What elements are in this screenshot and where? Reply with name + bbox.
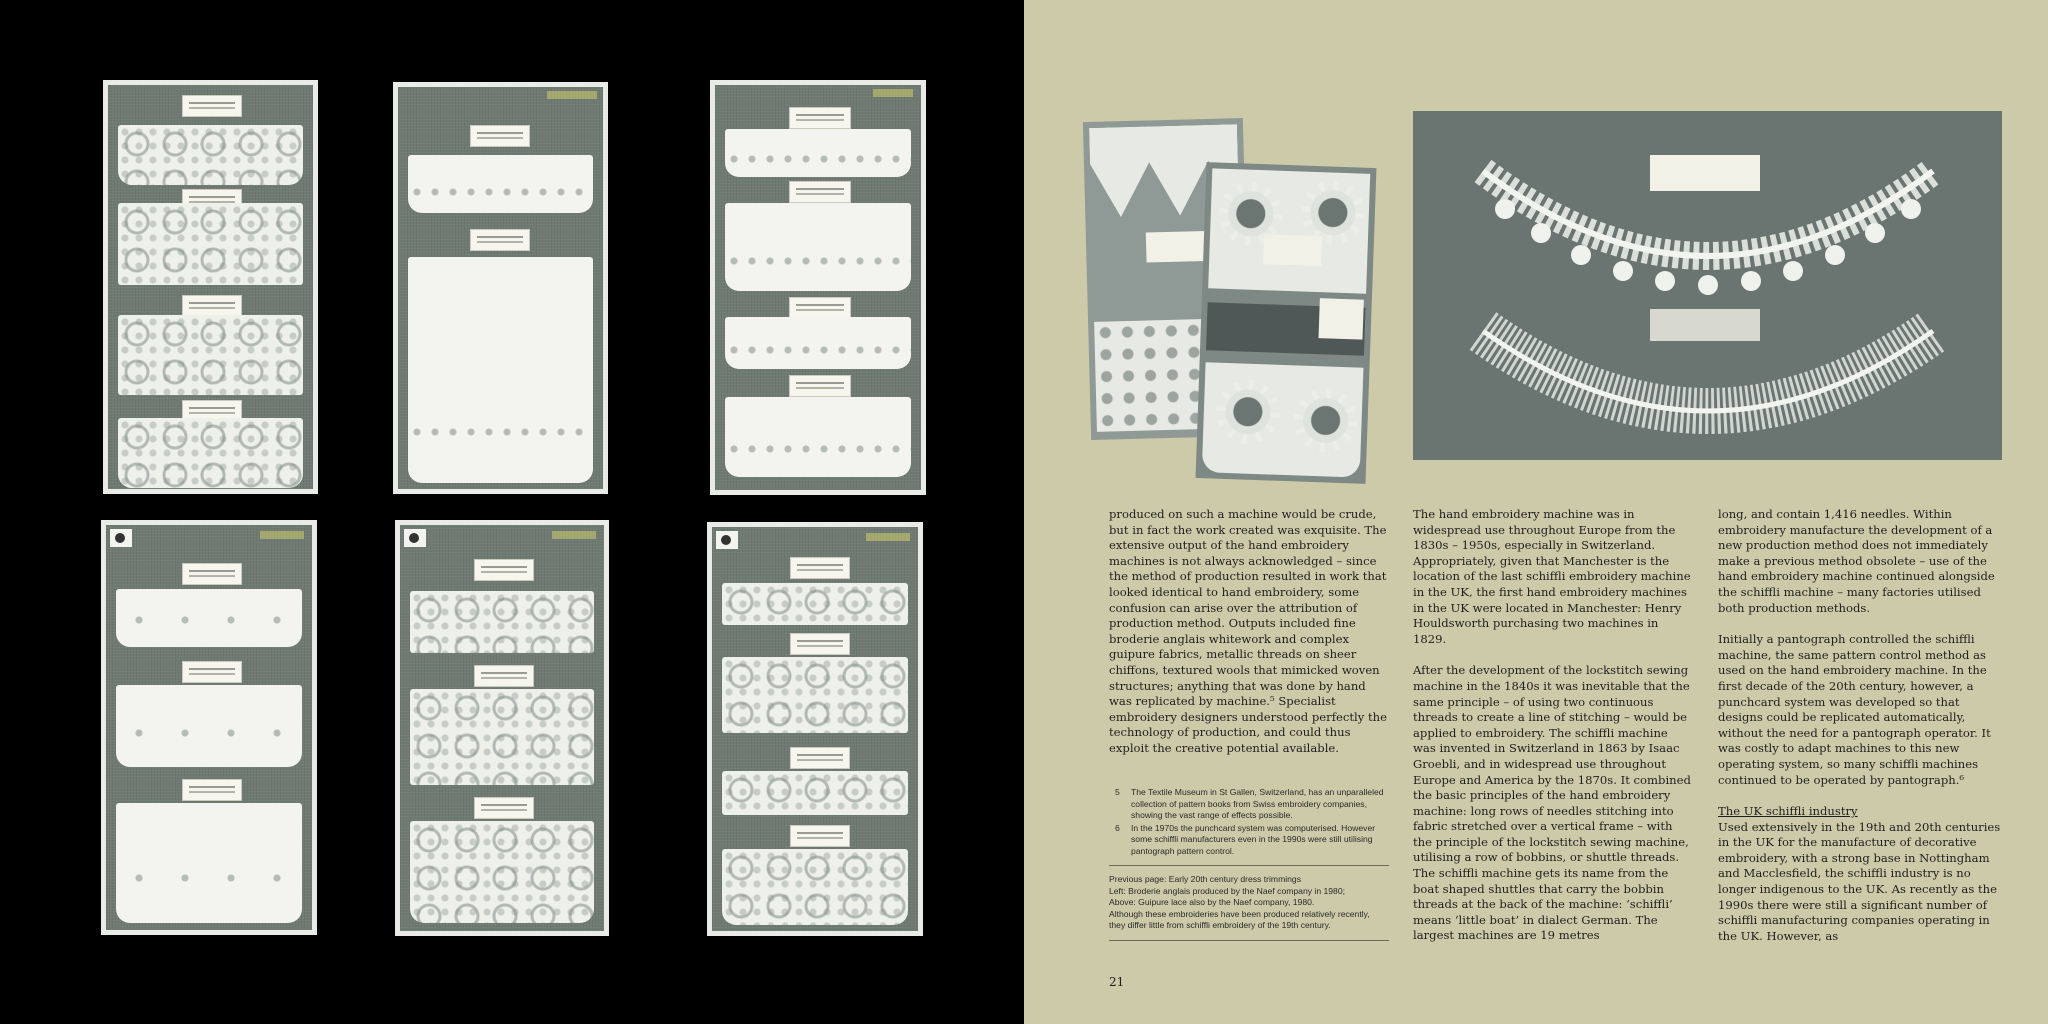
footnote-text: The Textile Museum in St Gallen, Switzerland, has an unparalleled collection of pattern books from Swiss embroidery companies, showing the vast range of effects possible. (1131, 787, 1384, 820)
text-column-2 (1413, 507, 1693, 960)
sample-label (470, 229, 530, 251)
footnote-text: In the 1970s the punchcard system was computerised. However some schiffli manufacturers even in the 1990s were still utilising pantograph pattern control. (1131, 822, 1376, 856)
body-paragraph: Initially a pantograph controlled the schiffli machine, the same pattern control method as used on the hand embroidery machine. In the first decade of the 20th century, however, a punchcard system was developed so that designs could be replicated automatically, without the need for a pantograph operator. It was costly to adapt machines to this new operating system, so many schiffli machines continued to be operated by pantograph.⁶ (1718, 632, 1991, 787)
image-caption (1109, 874, 1389, 932)
card-tag (873, 89, 913, 97)
footnotes-block (1109, 787, 1389, 949)
embroidery-strip (408, 155, 593, 213)
text-column-1 (1109, 507, 1389, 773)
footnote-6 (1109, 823, 1389, 858)
sample-card-5 (395, 520, 609, 936)
sample-label (474, 665, 534, 687)
caption-line: they differ little from schiffli embroidery of the 19th century. (1109, 920, 1331, 930)
caption-line: Previous page: Early 20th century dress trimmings (1109, 874, 1302, 884)
sample-label (790, 633, 850, 655)
corner-logo (110, 529, 132, 547)
page-number: 21 (1109, 975, 1125, 989)
embroidery-strip (116, 685, 302, 767)
card-tag (552, 531, 596, 539)
sample-label (182, 563, 242, 585)
guipure-collars-photo (1413, 111, 2002, 460)
embroidery-strip (118, 203, 303, 285)
sample-label (182, 661, 242, 683)
sample-label (790, 557, 850, 579)
embroidery-strip (410, 821, 594, 923)
sample-label (474, 559, 534, 581)
sample-label (789, 181, 851, 203)
body-paragraph: Used extensively in the 19th and 20th centuries in the UK for the manufacture of decorative embroidery, with a strong base in Nottingham and Macclesfield, the schiffli industry is no longer indigenous to the UK. As recently as the 1990s there were still a significant number of schiffli manufacturing companies operating in the UK. However, as (1718, 819, 2001, 943)
broderie-photo-front (1196, 162, 1377, 484)
embroidery-strip (116, 589, 302, 647)
footnote-number: 5 (1115, 787, 1120, 797)
sample-card-4 (101, 520, 317, 935)
sample-card-1 (103, 80, 318, 494)
sample-card-2 (393, 82, 608, 494)
embroidery-strip (410, 591, 594, 653)
sample-label (790, 747, 850, 769)
lace-collars-graphic (1413, 111, 2002, 460)
body-paragraph: long, and contain 1,416 needles. Within embroidery manufacture the development of a new production method does not immediately make a previous method obsolete – use of the hand embroidery machine continued alongside the schiffli machine – many factories utilised both production methods. (1718, 507, 1995, 615)
body-paragraph: The hand embroidery machine was in widespread use throughout Europe from the 1830s – 1950s, especially in Switzerland. Appropriately, given that Manchester is the location of the last schiffli embroidery machine in the UK, the first hand embroidery machines in the UK were located in Manchester: Henry Houldsworth purchasing two machines in 1829. (1413, 507, 1691, 646)
embroidery-strip (722, 657, 908, 733)
sample-label (1263, 234, 1322, 266)
embroidery-strip (722, 771, 908, 815)
section-heading: The UK schiffli industry (1718, 804, 1858, 819)
embroidery-strip (722, 583, 908, 625)
card-tag (260, 531, 304, 539)
embroidery-strip (725, 129, 911, 177)
sample-label (790, 825, 850, 847)
embroidery-strip (118, 418, 303, 488)
embroidery-strip (408, 257, 593, 483)
divider (1109, 865, 1389, 866)
text-column-3 (1718, 507, 2003, 960)
embroidery-strip (725, 317, 911, 369)
caption-line: Left: Broderie anglais produced by the Naef company in 1980; (1109, 885, 1346, 896)
divider (1109, 940, 1389, 941)
embroidery-strip (725, 397, 911, 477)
embroidery-strip (118, 315, 303, 395)
sample-label (182, 95, 242, 117)
caption-line: Although these embroideries have been produced relatively recently, (1109, 908, 1370, 919)
card-tag (866, 533, 910, 541)
sample-label (1146, 231, 1207, 263)
sample-label (182, 295, 242, 317)
sample-label (1318, 298, 1363, 340)
sample-label (789, 375, 851, 397)
body-paragraph: After the development of the lockstitch sewing machine in the 1840s it was inevitable that the same principle – of using two continuous threads to create a line of stitching – would be applied to embroidery. The schiffli machine was invented in Switzerland in 1863 by Isaac Groebli, and in widespread use throughout Europe and America by the 1870s. It combined the basic principles of the hand embroidery machine: long rows of needles stitching into fabric stretched over a vertical frame – with the principle of the lockstitch sewing machine, utilising a row of bobbins, or shuttle threads. The schiffli machine gets its name from the boat shaped shuttles that carry the bobbin threads at the back of the machine: ‘schiffli’ means ‘little boat’ in dialect German. The largest machines are 19 metres (1413, 663, 1691, 943)
embroidery-strip (410, 689, 594, 785)
sample-label (474, 797, 534, 819)
sample-label (789, 107, 851, 129)
body-paragraph: produced on such a machine would be crude, but in fact the work created was exquisite. The extensive output of the hand embroidery machines is not always acknowledged – since the method of production resulted in work that looked identical to hand embroidery, some confusion can arise over the attribution of production method. Outputs included fine broderie anglais whitework and complex guipure fabrics, metallic threads on sheer chiffons, textured wools that mimicked woven structures; anything that was done by hand was replicated by machine.⁵ Specialist embroidery designers understood perfectly the technology of production, and could thus exploit the creative potential available. (1109, 507, 1387, 755)
embroidery-strip (722, 849, 908, 925)
sample-label (789, 297, 851, 319)
embroidery-strip (118, 125, 303, 185)
sample-label (182, 779, 242, 801)
embroidery-strip (725, 203, 911, 291)
sample-label (470, 125, 530, 147)
footnote-5 (1109, 787, 1389, 822)
corner-logo (716, 531, 738, 549)
sample-card-6 (707, 522, 923, 936)
embroidery-strip (116, 803, 302, 923)
corner-logo (404, 529, 426, 547)
card-tag (547, 91, 597, 99)
right-page (1024, 0, 2048, 1024)
sample-card-3 (710, 80, 926, 495)
caption-line: Above: Guipure lace also by the Naef company, 1980. (1109, 897, 1315, 907)
footnote-number: 6 (1115, 822, 1120, 833)
